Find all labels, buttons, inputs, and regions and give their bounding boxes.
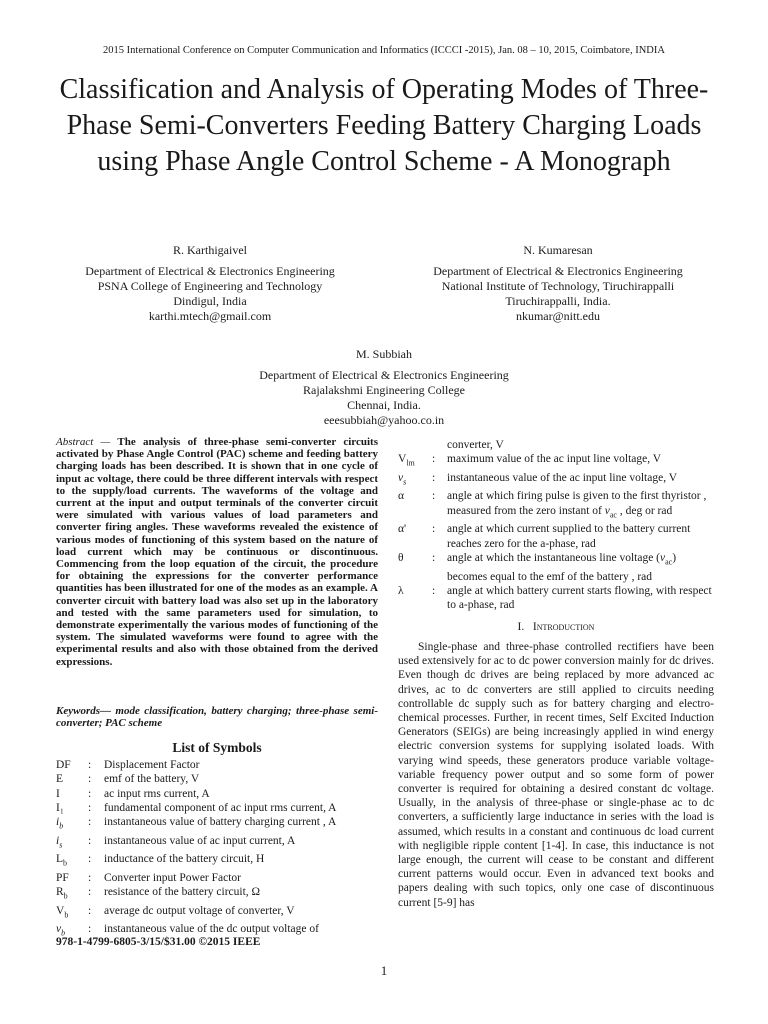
symbol-definition: inductance of the battery circuit, H [104,853,265,866]
symbol-colon: : [88,904,92,917]
symbol-colon: : [88,834,92,847]
symbol-definition: ac input rms current, A [104,787,210,800]
introduction-text: Single-phase and three-phase controlled rectifiers have been used extensively for ac to dc power conversion mainly for dc drives. Even though dc drives are being replaced by more advanced ac drives, ac to dc converters are still applied to circuits needing controllable dc supply such as for battery charging and electro-chemical processes. Further, in recent times, Self Excited Induction Generators (SEIGs) are being increasingly applied in wind energy electric conversion systems for supplying isolated loads. With varying wind speeds, these generators produce variable voltage- variable frequency power output and so some form of power converter is required for obtaining a desired constant dc voltage. Usually, in the analysis of three-phase or single-phase ac to dc converters, a sufficiently large inductance in series with the load is assumed, which results in a constant and continuous dc load current with negligible ripple content [1-4]. In case, this inductance is not large enough, the current will cease to be constant and different current patterns would occur. Even in advanced text books and papers dealing with such topics, only one case of discontinuous current [5-9] has [398,641,714,909]
symbol-row [56,885,378,904]
symbol-definition: angle at which the instantaneous line voltage $(v_{ac})$ becomes equal to the emf of the battery , rad [447,551,677,583]
symbol-definition: instantaneous value of the dc output voltage of [104,923,319,936]
symbol-colon: : [88,871,92,884]
author-name: R. Karthigaivel [173,243,247,257]
symbol-row [56,871,378,885]
conference-header: 2015 International Conference on Computer Communication and Informatics (ICCCI -2015), Jan. 08 – 10, 2015, Coimbatore, INDIA [103,45,665,56]
author-block-3 [214,347,554,428]
symbol-row [56,904,378,923]
author-email[interactable]: karthi.mtech@gmail.com [148,309,272,323]
author-institution: National Institute of Technology, Tiruchirappalli [441,279,675,293]
section-number: I. [517,621,525,633]
symbol-definition: instantaneous value of the ac input line voltage, V [447,471,678,484]
symbol-row [56,787,378,801]
symbol-definition: fundamental component of ac input rms current, A [104,801,337,814]
author-institution: PSNA College of Engineering and Technology [97,279,323,293]
symbol-colon: : [88,801,92,814]
keywords: Keywords— mode classification, battery charging; three-phase semi-converter; PAC scheme [56,705,378,730]
symbol-colon: : [432,584,436,597]
author-institution: Rajalakshmi Engineering College [303,383,465,397]
symbol-row [398,522,714,551]
abstract-label: Abstract — [56,436,111,448]
author-email[interactable]: eeesubbiah@yahoo.co.in [323,413,445,427]
symbol-row [398,452,714,471]
symbols-list-right [398,438,714,612]
symbol-colon: : [88,853,92,866]
symbol: $i_s$ [56,834,63,850]
abstract-text: The analysis of three-phase semi-converter circuits activated by Phase Angle Control (PAC) scheme and feeding battery charging loads has been described. It is shown that in one cycle of input ac voltage, there could be three different intervals with respect to the supply/load currents. The waveforms of the voltage and current at the input and output terminals of the converter circuit were simulated with various values of load parameters and converter firing angles. These waveforms revealed the existence of various modes of functioning of this system based on the nature of load current which may be continuous or discontinuous. Commencing from the loop equation of the circuit, the procedure for obtaining the expressions for the converter performance quantities has been illustrated for one of the modes as an example. A converter circuit with battery load was also set up in the laboratory and tested with the same parameters used for simulation, to demonstrate experimentally the various modes of functioning of the system. The simulated waveforms were found to agree with the experimental results and also with those obtained from the derived expressions. [56,436,378,668]
author-dept: Department of Electrical & Electronics Engineering [433,264,683,278]
symbol-definition: average dc output voltage of converter, V [104,904,295,917]
symbol-row [398,584,714,613]
symbol: $V_b$ [56,904,69,920]
author-location: Dindigul, India [173,294,247,308]
symbol-colon: : [88,759,92,771]
symbol-definition: emf of the battery, V [104,773,200,786]
symbol-colon: : [88,773,92,786]
symbol-colon: : [88,816,92,829]
symbol-colon: : [432,471,436,484]
symbol: θ [398,551,404,564]
symbol: $i_b$ [56,816,64,831]
symbol-definition: converter, V [447,439,504,451]
author-email[interactable]: nkumar@nitt.edu [515,309,601,323]
symbol-row [56,758,378,772]
symbol-row [56,834,378,853]
author-location: Tiruchirappalli, India. [505,294,611,308]
symbol-row [398,438,714,452]
author-dept: Department of Electrical & Electronics Engineering [259,368,509,382]
symbol-row [56,815,378,834]
symbol [398,438,432,452]
page-number: 1 [380,963,388,978]
symbol-colon: : [88,787,92,800]
symbol-row [56,852,378,871]
symbol-row [398,471,714,490]
symbol-definition: angle at which firing pulse is given to the first thyristor , measured from the zero instant of $v_{ac}$ , deg or rad [447,490,707,520]
symbol: α' [398,523,407,536]
author-block-1 [40,243,380,324]
symbol-definition: maximum value of the ac input line voltage, V [447,453,662,466]
isbn-footer: 978-1-4799-6805-3/15/$31.00 ©2015 IEEE [56,936,261,948]
symbol-definition: angle at which current supplied to the battery current reaches zero for the a-phase, rad [447,523,691,550]
symbol: α [398,490,405,503]
author-block-2 [388,243,728,324]
author-name: N. Kumaresan [523,243,593,257]
symbol-colon: : [432,551,436,564]
symbol-colon: : [432,523,436,536]
symbol-colon: : [432,490,436,503]
symbol-definition: Converter input Power Factor [104,871,242,884]
symbol: I₁ [56,801,64,814]
section-title: Introduction [532,621,595,633]
symbol-definition: instantaneous value of battery charging current , A [104,816,337,829]
symbol-colon: : [88,886,92,899]
symbol-definition: Displacement Factor [104,759,200,771]
symbol-colon: : [432,453,436,466]
symbol-definition: instantaneous value of ac input current, A [104,834,296,847]
symbol-row [56,772,378,786]
symbol: $R_b$ [56,886,68,901]
symbols-list-left [56,758,378,941]
symbol: λ [398,584,404,597]
symbol: DF [56,759,71,771]
symbol-row [398,551,714,584]
symbol-row [398,489,714,522]
list-of-symbols-title: List of Symbols [172,740,262,755]
symbol-colon: : [88,923,92,936]
author-dept: Department of Electrical & Electronics Engineering [85,264,335,278]
symbol-definition: angle at which battery current starts flowing, with respect to a-phase, rad [447,584,712,612]
symbol: $v_s$ [398,471,407,487]
symbol: $v_b$ [56,923,66,938]
author-location: Chennai, India. [347,398,421,412]
section-heading-introduction [398,621,714,633]
symbol: $L_b$ [56,853,68,868]
abstract [56,436,378,668]
symbol: E [56,773,64,786]
symbol-colon [432,438,447,452]
symbol-definition: resistance of the battery circuit, Ω [104,886,261,899]
author-name: M. Subbiah [355,347,412,361]
symbol-row [56,801,378,815]
paper-title: Classification and Analysis of Operating Modes of Three-Phase Semi-Converters Feeding Battery Charging Loads using Phase Angle Control Scheme - A Monograph [59,74,709,177]
symbol: I [56,787,60,800]
symbol: $V_{lm}$ [398,453,415,468]
symbol: PF [56,871,69,884]
